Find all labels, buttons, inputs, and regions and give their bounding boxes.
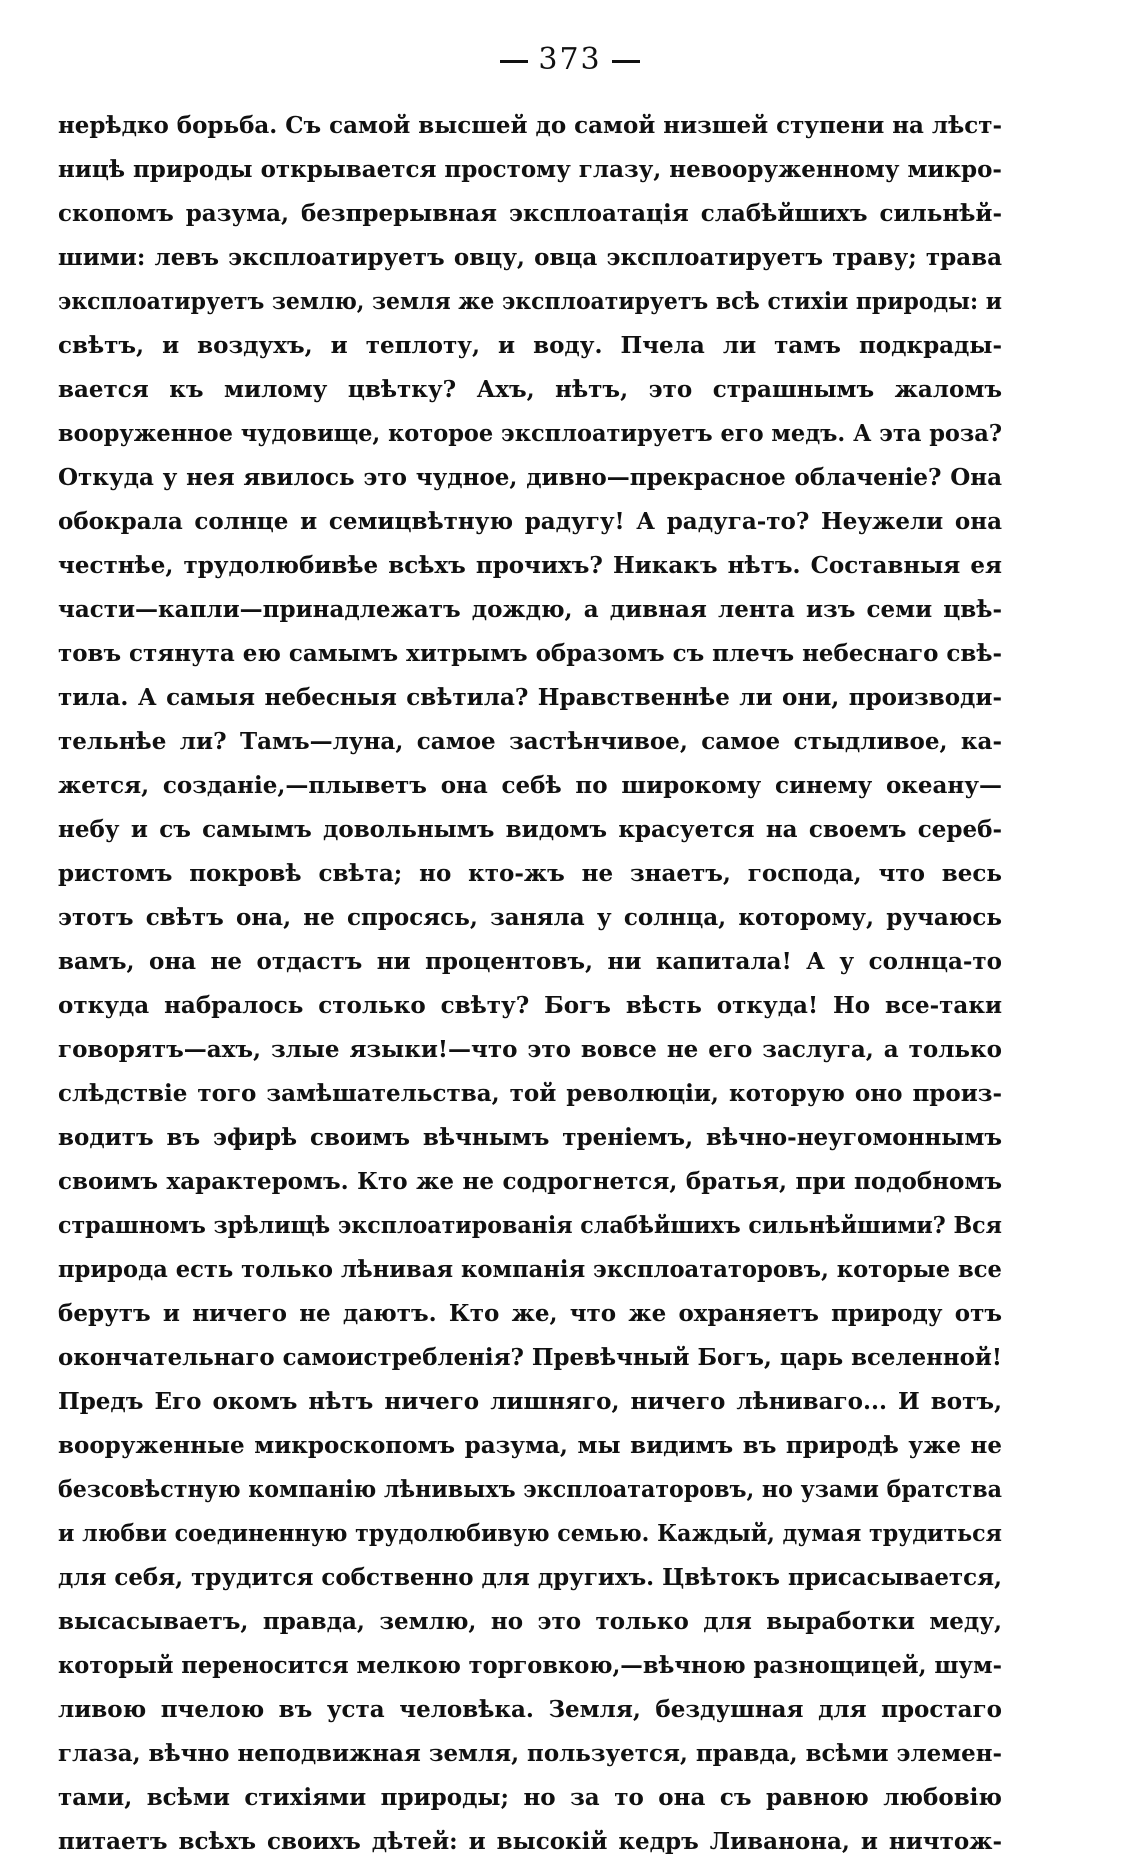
page-number: 373 xyxy=(538,42,602,77)
text-line: глаза, вѣчно неподвижная земля, пользуется, правда, всѣми элемен- xyxy=(58,1740,1003,1767)
text-line: страшномъ зрѣлищѣ эксплоатированія слабѣйшихъ сильнѣйшими? Вся xyxy=(58,1212,1002,1239)
text-line: водитъ въ эфирѣ своимъ вѣчнымъ треніемъ, вѣчно-неугомоннымъ xyxy=(58,1124,1002,1151)
text-line: шими: левъ эксплоатируетъ овцу, овца эксплоатируетъ траву; трава xyxy=(58,244,1002,271)
text-line: вамъ, она не отдастъ ни процентовъ, ни капитала! А у солнца-то xyxy=(58,948,1002,975)
text-line: который переносится мелкою торговкою,—вѣчною разнощицей, шум- xyxy=(58,1652,1002,1679)
text-line: природа есть только лѣнивая компанія эксплоататоровъ, которые все xyxy=(58,1256,1002,1283)
text-line: обокрала солнце и семицвѣтную радугу! А радуга-то? Неужели она xyxy=(58,508,1002,535)
text-line: товъ стянута ею самымъ хитрымъ образомъ съ плечъ небеснаго свѣ- xyxy=(58,640,1002,667)
text-line: безсовѣстную компанію лѣнивыхъ эксплоататоровъ, но узами братства xyxy=(58,1476,1002,1503)
text-line: этотъ свѣтъ она, не спросясь, заняла у солнца, которому, ручаюсь xyxy=(58,904,1002,931)
text-line: говорятъ—ахъ, злые языки!—что это вовсе не его заслуга, а только xyxy=(58,1036,1002,1063)
text-line: высасываетъ, правда, землю, но это только для выработки меду, xyxy=(58,1608,1002,1635)
text-line: тила. А самыя небесныя свѣтила? Нравственнѣе ли они, производи- xyxy=(58,684,1002,711)
text-line: откуда набралось столько свѣту? Богъ вѣсть откуда! Но все-таки xyxy=(58,992,1002,1019)
text-line: берутъ и ничего не даютъ. Кто же, что же охраняетъ природу отъ xyxy=(58,1300,1002,1327)
text-line: тами, всѣми стихіями природы; но за то она съ равною любовію xyxy=(58,1784,1002,1811)
text-line: небу и съ самымъ довольнымъ видомъ красуется на своемъ сереб- xyxy=(58,816,1002,843)
text-line: ристомъ покровѣ свѣта; но кто-жъ не знаетъ, господа, что весь xyxy=(58,860,1002,887)
text-line: Предъ Его окомъ нѣтъ ничего лишняго, ничего лѣниваго... И вотъ, xyxy=(58,1388,1002,1415)
text-line: слѣдствіе того замѣшательства, той революціи, которую оно произ- xyxy=(58,1080,1002,1107)
text-line: для себя, трудится собственно для другихъ. Цвѣтокъ присасывается, xyxy=(58,1564,1003,1591)
text-line: ницѣ природы открывается простому глазу, невооруженному микро- xyxy=(58,156,1002,183)
text-line: вается къ милому цвѣтку? Ахъ, нѣтъ, это страшнымъ жаломъ xyxy=(58,376,1002,403)
text-line: жется, созданіе,—плыветъ она себѣ по широкому синему океану— xyxy=(58,772,1002,799)
text-line: окончательнаго самоистребленія? Превѣчный Богъ, царь вселенной! xyxy=(58,1344,1002,1371)
text-line: нерѣдко борьба. Съ самой высшей до самой низшей ступени на лѣст- xyxy=(58,112,1003,139)
text-line: тельнѣе ли? Тамъ—луна, самое застѣнчивое, самое стыдливое, ка- xyxy=(58,728,1002,755)
text-line: свѣтъ, и воздухъ, и теплоту, и воду. Пчела ли тамъ подкрады- xyxy=(58,332,1002,359)
text-line: Откуда у нея явилось это чудное, дивно—прекрасное облаченіе? Она xyxy=(58,464,1002,491)
text-line: своимъ характеромъ. Кто же не содрогнется, братья, при подобномъ xyxy=(58,1168,1002,1195)
text-line: вооруженные микроскопомъ разума, мы видимъ въ природѣ уже не xyxy=(58,1432,1002,1459)
text-line: скопомъ разума, безпрерывная эксплоатація слабѣйшихъ сильнѣй- xyxy=(58,200,1002,227)
right-dash xyxy=(612,60,640,63)
text-line: и любви соединенную трудолюбивую семью. Каждый, думая трудиться xyxy=(58,1520,1002,1547)
text-line: вооруженное чудовище, которое эксплоатируетъ его медъ. А эта роза? xyxy=(58,420,1002,447)
text-line: питаетъ всѣхъ своихъ дѣтей: и высокій кедръ Ливанона, и ничтож- xyxy=(58,1828,1002,1855)
left-dash xyxy=(500,60,528,63)
page-number-header xyxy=(0,42,1140,77)
text-line: эксплоатируетъ землю, земля же эксплоатируетъ всѣ стихіи природы: и xyxy=(58,288,1002,315)
text-line: ливою пчелою въ уста человѣка. Земля, бездушная для простаго xyxy=(58,1696,1002,1723)
text-line: честнѣе, трудолюбивѣе всѣхъ прочихъ? Никакъ нѣтъ. Составныя ея xyxy=(58,552,1002,579)
body-text xyxy=(58,104,1002,1864)
text-line: части—капли—принадлежатъ дождю, а дивная лента изъ семи цвѣ- xyxy=(58,596,1002,623)
